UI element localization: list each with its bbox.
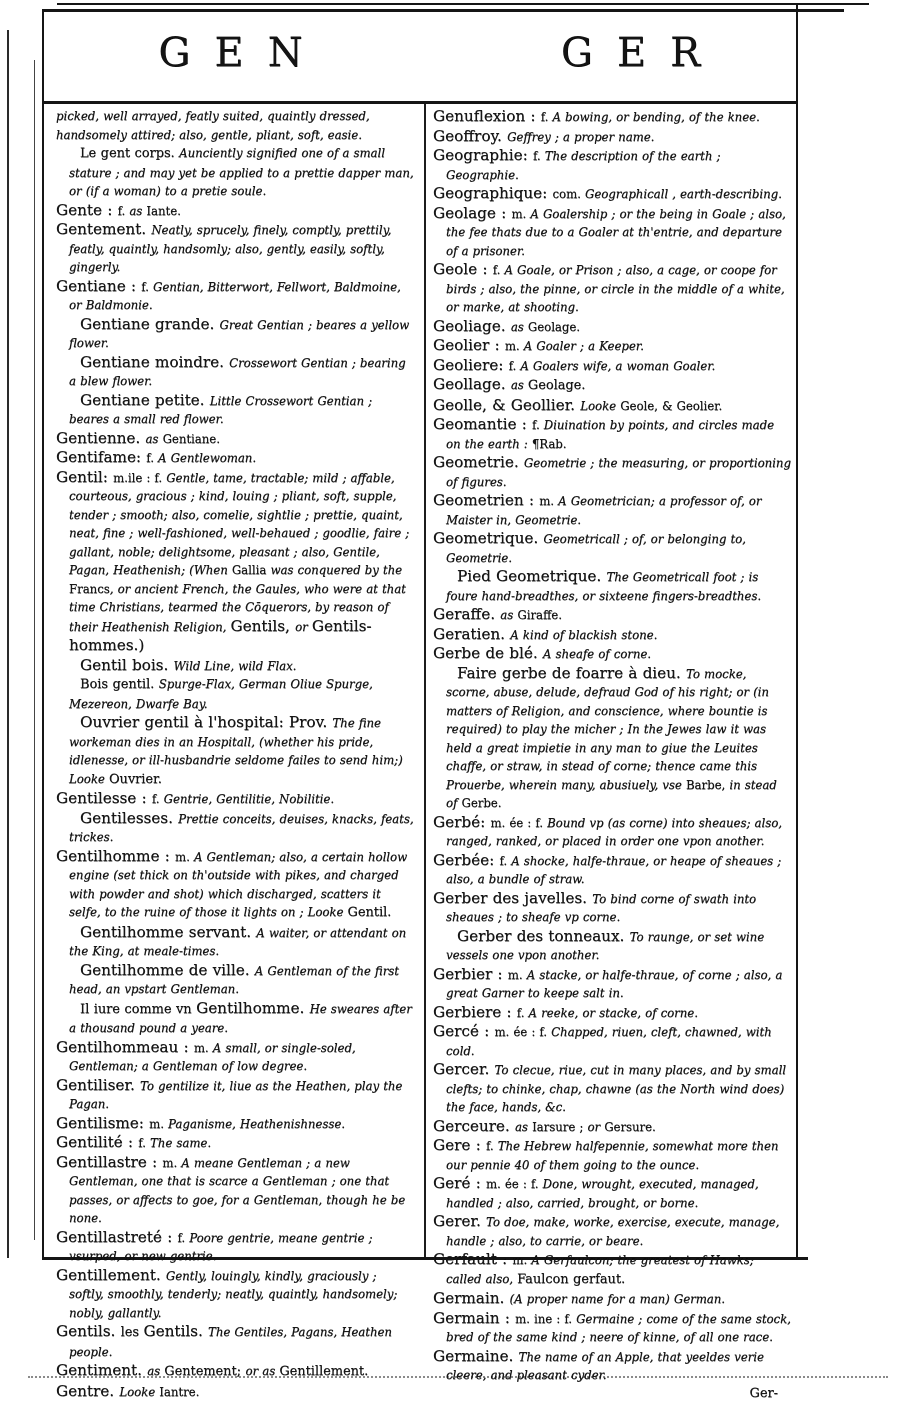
dictionary-entry [433,813,792,851]
entry-segment-it: A meane Gentleman ; a new Gentleman, one that is scarce a Gentleman ; one that passes, or affects to goe, for a Gentleman, though he be none. [69,1156,405,1226]
dictionary-entry [433,851,792,889]
entry-segment-hd: Germain. [433,1289,510,1307]
dictionary-entry [433,1136,792,1174]
dictionary-entry [56,448,415,468]
entry-segment-it: A sheafe of corne. [543,647,651,661]
dictionary-entry [56,220,415,277]
entry-segment-hd: Gercé : [433,1022,494,1040]
entry-segment-hd: Gentiane petite. [80,391,210,409]
dictionary-entry [56,315,415,353]
dictionary-entry [56,789,415,809]
entry-segment-it: Wild Line, wild Flax. [174,659,297,673]
entry-segment-hd: Gentilhommeau : [56,1038,194,1056]
entry-segment-hd: Geographie: [433,146,533,164]
entry-segment-rm: m. ée : f. [494,1025,551,1039]
entry-segment-it: Gentrie, Gentilitie, Nobilitie. [164,792,334,806]
dictionary-entry [433,491,792,529]
entry-segment-hd: Gentiliser. [56,1076,140,1094]
entry-segment-rm: m. [512,1253,531,1267]
dictionary-entry [433,605,792,625]
entry-segment-it: Great Gentian ; beares a yellow flower. [69,318,409,351]
entry-segment-it: Looke [580,399,620,413]
entry-segment-hd: Geolage : [433,204,511,222]
entry-segment-hd: Gerer. [433,1212,486,1230]
entry-segment-rm: m. [508,968,527,982]
dictionary-entry [56,391,415,429]
entry-segment-hd: Gentilesse : [56,789,152,807]
entry-segment-hd: Geometrien : [433,491,539,509]
dictionary-entry [433,204,792,261]
entry-segment-it: The name of an Apple, that yeeldes verie cleere, and pleasant cyder. [446,1350,764,1383]
dictionary-entry [56,201,415,221]
entry-segment-hd: Gentre. [56,1382,119,1400]
dictionary-entry [433,146,792,184]
entry-segment-rm: f. [146,451,158,465]
entry-segment-rm: Barbe, [686,778,729,792]
frame-border-left-outer [34,60,35,1240]
entry-segment-hd: Gere : [433,1136,486,1154]
entry-segment-hd: Geré : [433,1174,486,1192]
entry-segment-it: A stacke, or halfe-thraue, of corne ; also, a great Garner to keepe salt in. [446,968,782,1001]
entry-segment-it: as [515,1120,532,1134]
entry-segment-it: Geometrie ; the measuring, or proportioning of figures. [446,456,791,489]
top-rule-outer [57,3,869,5]
entry-segment-it: A waiter, or attendant on the King, at meale-times. [69,926,406,959]
entry-segment-it: Aunciently signified one of a small stature ; and may yet be applied to a prettie dapper man, or (if a woman) to a pretie soule. [69,146,414,198]
dictionary-entry [56,277,415,315]
entry-segment-hd: Gerbier : [433,965,508,983]
dictionary-entry [433,1212,792,1250]
entry-segment-it: A small, or single-soled, Gentleman; a Gentleman of low degree. [69,1041,356,1074]
dictionary-entry [433,889,792,927]
dictionary-entry [433,1347,792,1385]
entry-segment-it: A Gentleman of the first head, an vpstart Gentleman. [69,964,399,997]
entry-segment-it: A Goale, or Prison ; also, a cage, or coope for birds ; also, the pinne, or circle in the middle of a white, or marke, at shooting. [446,263,785,314]
dictionary-entry [433,415,792,453]
entry-segment-hd: Geolier : [433,336,505,354]
entry-segment-it: or [587,1120,604,1134]
entry-segment-it: , or ancient French, the Gaules, who were at that time Christians, tearmed the Cōquerors, by reason of their Heathenish Religion, [69,582,406,634]
frame-border-right [796,4,798,1260]
entry-segment-it: To mocke, scorne, abuse, delude, defraud God of his right; or (in matters of Religion, and conscience, where bountie is required) to play the micher ; In the Jewes law it was held a great impietie in any man to giue the Leuites chaffe, or straw, in stead of corne; thence came this Prouerbe, wherein many, abusiuely, vse [446,667,769,792]
entry-segment-it: Chapped, riuen, cleft, chawned, with cold. [446,1025,772,1058]
entry-segment-hd: Gerbe de blé. [433,644,543,662]
dictionary-entry [56,1153,415,1228]
entry-segment-hd: Gentillastreté : [56,1228,177,1246]
entry-segment-it: He sweares after a thousand pound a yeare. [69,1002,412,1036]
dictionary-entry [56,144,415,201]
entry-segment-it: Crossewort Gentian ; bearing a blew flower. [69,356,406,389]
entry-segment-rm: f. [141,280,153,294]
column-gen [42,106,424,1256]
entry-segment-it: or as [246,1364,280,1378]
catchword [433,1385,792,1403]
entry-segment-hd: Gentilhomme servant. [80,923,256,941]
entry-segment-it: as [129,204,146,218]
entry-segment-it: Neatly, sprucely, finely, comptly, prettily, featly, quaintly, handsomly; also, gently, easily, softly, gingerly. [69,223,391,274]
entry-segment-hd: Gentilhomme de ville. [80,961,255,979]
entry-segment-it: Bound vp (as corne) into sheaues; also, ranged, ranked, or placed in order one vpon another. [446,816,782,849]
entry-segment-hd: Gentillement. [56,1266,166,1284]
entry-segment-it: A Gentleman; also, a certain hollow engine (set thick on th'outside with pikes, and charged with powder and shot) which discharged, scatters it selfe, to the ruine of those it lights on ; Looke [69,850,407,920]
entry-segment-hd: Gentilhomme : [56,847,175,865]
entry-segment-rm: m. [194,1041,213,1055]
entry-segment-hd: Gentilisme: [56,1114,149,1132]
entry-segment-rm: Iante. [146,204,180,218]
entry-segment-it: was conquered by the [266,563,402,577]
entry-segment-it: in stead of [446,778,777,811]
entry-segment-it: Done, wrought, executed, managed, handled ; also, carried, brought, or borne. [446,1177,759,1210]
entry-segment-rm: m. [505,339,524,353]
dictionary-entry [433,260,792,317]
entry-segment-hd: Geratien. [433,625,510,643]
entry-segment-rm: Iantre. [159,1385,199,1399]
entry-segment-hd: Gentils-hommes.) [69,617,372,655]
entry-segment-it: as [500,608,517,622]
dictionary-entry [433,664,792,813]
entry-segment-it: as [511,378,528,392]
entry-segment-hd: Gentifame: [56,448,146,466]
dictionary-entry [56,923,415,961]
entry-segment-it: The Hebrew halfepennie, somewhat more then our pennie 40 of them going to the ounce. [446,1139,778,1172]
entry-segment-it: Paganisme, Heathenishnesse. [168,1117,345,1131]
dictionary-entry [433,1309,792,1347]
dictionary-entry [433,529,792,567]
entry-segment-it: A reeke, or stacke, of corne. [529,1006,698,1020]
entry-segment-it: A Gerfaulcon; the greatest of Hawks; called also, [446,1253,754,1286]
entry-segment-rm: f. [177,1231,189,1245]
entry-segment-rm: Gallia [232,563,267,577]
entry-segment-rm: m. ée : f. [486,1177,543,1191]
entry-segment-hd: Gentil bois. [80,656,174,674]
entry-segment-it: A Geometrician; a professor of, or Maister in, Geometrie. [446,494,761,527]
entry-segment-rm: Geolage. [528,320,580,334]
dictionary-entry [433,317,792,337]
entry-segment-it: A Goalership ; or the being in Goale ; also, the fee thats due to a Goaler at th'entrie, and departure of a prisoner. [446,207,786,258]
entry-segment-it: Poore gentrie, meane gentrie ; vsurped, or new gentrie. [69,1231,372,1264]
entry-segment-rm: f. [138,1136,150,1150]
entry-segment-md: Le gent corps. [80,146,179,161]
dictionary-entry [56,468,415,656]
running-head-gen: GEN [42,8,419,101]
column-ger [424,106,796,1256]
entry-segment-hd: Geoffroy. [433,127,507,145]
dictionary-columns [42,106,796,1256]
entry-segment-it: To clecue, riue, cut in many places, and by small clefts; to chinke, chap, chawne (as the North wind does) the face, hands, &c. [446,1063,786,1114]
entry-segment-hd: Gentiane moindre. [80,353,229,371]
dictionary-entry [433,336,792,356]
entry-segment-hd: Geraffe. [433,605,500,623]
entry-segment-hd: Pied Geometrique. [457,567,606,585]
entry-segment-rm: m. ine : f. [515,1312,576,1326]
dictionary-entry [433,453,792,491]
dictionary-entry [433,1060,792,1117]
entry-segment-it: Gentle, tame, tractable; mild ; affable, courteous, gracious ; kind, louing ; pliant, soft, supple, tender ; smooth; also, comelie, sightlie ; prettie, quaint, neat, fine ; well-fashioned, well-behaued ; goodlie, faire ; gallant, noble; delightsome, pleasant ; also, Gentile, Pagan, Heathenish; (When [69,471,409,578]
dictionary-entry [56,429,415,449]
dictionary-entry [56,961,415,999]
dictionary-entry [56,847,415,923]
entry-segment-hd: Gentiane grande. [80,315,220,333]
entry-segment-hd: Geomantie : [433,415,532,433]
entry-segment-rm: Francs [69,582,110,596]
entry-segment-hd: Gerbiere : [433,1003,517,1021]
entry-segment-rm: f. [486,1139,498,1153]
dictionary-entry [433,965,792,1003]
entry-segment-md: Ouvrier. [109,772,162,787]
entry-segment-it: Little Crossewort Gentian ; beares a small red flower. [69,394,372,427]
entry-segment-rm: m. [511,207,530,221]
entry-segment-hd: Gerceure. [433,1117,515,1135]
entry-segment-it: as [147,1364,164,1378]
entry-segment-rm: Iarsure ; [532,1120,587,1134]
dictionary-entry [56,1114,415,1134]
dictionary-entry [56,656,415,676]
dictionary-entry [56,1361,415,1382]
entry-segment-it: Gently, louingly, kindly, graciously ; softly, smoothly, tenderly; neatly, quaintly, handsomely; nobly, gallantly. [69,1269,397,1320]
entry-segment-it: Spurge-Flax, German Oliue Spurge, Mezereon, Dwarfe Bay. [69,677,373,711]
running-heads [42,8,796,101]
entry-segment-hd: Gentillastre : [56,1153,162,1171]
entry-segment-rm: Gerbe. [461,796,501,810]
entry-segment-md: Geolage. [528,378,585,393]
entry-segment-hd: Germain : [433,1309,515,1327]
entry-segment-rm: m. [175,850,194,864]
entry-segment-it: A Goaler ; a Keeper. [524,339,644,353]
entry-segment-it: The fine workeman dies in an Hospitall, (whether his pride, idlenesse, or ill-husbandrie seldome failes to send him;) Looke [69,716,403,786]
entry-segment-rm: m. [162,1156,181,1170]
entry-segment-it: Geometricall ; of, or belonging to, Geometrie. [446,532,746,565]
entry-segment-hd: Gerber des javelles. [433,889,592,907]
page-gutter-edge [7,30,9,1258]
dictionary-entry [433,1174,792,1212]
entry-segment-hd: Gerfault : [433,1250,512,1268]
dictionary-entry [56,1038,415,1076]
dictionary-entry [433,396,792,416]
entry-segment-hd: Genuflexion : [433,107,541,125]
dictionary-entry [56,1228,415,1266]
entry-segment-hd: Gentement. [56,220,151,238]
entry-segment-hd: Faire gerbe de foarre à dieu. [457,664,686,682]
dictionary-entry [56,1076,415,1114]
entry-segment-md: Il iure comme vn [80,1002,196,1017]
entry-segment-hd: Gentilesses. [80,809,178,827]
entry-segment-hd: Gerbé: [433,813,490,831]
entry-segment-rm: ¶Rab. [532,437,567,451]
entry-segment-md: les [121,1325,144,1340]
entry-segment-hd: Gentiment. [56,1361,147,1379]
dictionary-entry [433,625,792,645]
entry-segment-it: To gentilize it, liue as the Heathen, play the Pagan. [69,1079,402,1112]
entry-segment-rm: f. [532,418,544,432]
entry-segment-hd: Geole : [433,260,493,278]
running-head-ger: GER [419,8,796,101]
dictionary-entry [56,1322,415,1361]
entry-segment-hd: Geoliage. [433,317,511,335]
entry-segment-rm: f. [493,263,505,277]
entry-segment-it: To raunge, or set wine vessels one vpon another. [446,930,764,963]
entry-segment-rm: Gersure. [604,1120,656,1134]
entry-segment-md: Gentil. [348,905,392,920]
running-head-rule [42,101,798,104]
entry-segment-rm: f. [509,359,521,373]
entry-segment-hd: Gentiane : [56,277,141,295]
entry-segment-hd: Ouvrier gentil à l'hospital: Prov. [80,713,332,731]
entry-segment-rm: Gentiane. [163,432,220,446]
entry-segment-md: Faulcon gerfaut. [517,1272,625,1287]
entry-segment-rm: f. [517,1006,529,1020]
entry-segment-rm: f. [541,110,553,124]
dictionary-entry [56,713,415,789]
entry-segment-hd: Gentils, [231,617,296,635]
entry-segment-hd: Geographique: [433,184,553,202]
entry-segment-it: as [511,320,528,334]
entry-segment-rm: f. [152,792,164,806]
entry-segment-hd: Gente : [56,201,118,219]
entry-segment-hd: Gerber des tonneaux. [457,927,630,945]
entry-segment-it: Prettie conceits, deuises, knacks, feats, trickes. [69,812,414,845]
entry-segment-rm: m. ée : f. [490,816,547,830]
entry-segment-it: The description of the earth ; Geographie. [446,149,720,182]
entry-segment-it: or [295,620,312,634]
entry-segment-it: Gentian, Bitterwort, Fellwort, Baldmoine, or Baldmonie. [69,280,401,313]
dictionary-entry [56,999,415,1038]
dictionary-entry [56,107,415,144]
dictionary-entry [433,1289,792,1309]
dictionary-entry [433,1022,792,1060]
entry-segment-it: as [145,432,162,446]
dictionary-entry [433,644,792,664]
entry-segment-hd: Geometrie. [433,453,524,471]
entry-segment-md: Ger- [750,1386,778,1401]
entry-segment-rm: com. [553,187,586,201]
dictionary-entry [56,1382,415,1402]
entry-segment-it: Diuination by points, and circles made on the earth : [446,418,774,451]
entry-segment-hd: Geoliere: [433,356,509,374]
entry-segment-rm: m.ile : f. [113,471,166,485]
entry-segment-md: Bois gentil. [80,677,159,692]
dictionary-entry [433,184,792,204]
dictionary-entry [56,809,415,847]
dictionary-entry [433,1003,792,1023]
entry-segment-it: picked, well arrayed, featly suited, quaintly dressed, handsomely attired; also, gentle, pliant, soft, easie. [56,109,370,142]
entry-segment-it: Looke [119,1385,159,1399]
entry-segment-hd: Gercer. [433,1060,495,1078]
entry-segment-rm: m. [149,1117,168,1131]
dictionary-entry [433,1117,792,1137]
entry-segment-rm: m. [539,494,558,508]
entry-segment-md: Gentement; [164,1364,245,1379]
entry-segment-it: A shocke, halfe-thraue, or heape of sheaues ; also, a bundle of straw. [446,854,781,887]
dictionary-entry [433,927,792,965]
entry-segment-it: The Gentiles, Pagans, Heathen people. [69,1325,392,1359]
entry-segment-hd: Gentils. [56,1322,121,1340]
entry-segment-it: Geographicall , earth-describing. [585,187,782,201]
dictionary-entry [433,107,792,127]
entry-segment-rm: Giraffe. [517,608,562,622]
entry-segment-hd: Gentil: [56,468,113,486]
entry-segment-it: Geffrey ; a proper name. [507,130,654,144]
entry-segment-hd: Gentienne. [56,429,145,447]
entry-segment-it: A Gentlewoman. [158,451,256,465]
dictionary-entry [56,1133,415,1153]
dictionary-entry [56,353,415,391]
entry-segment-hd: Gentils. [143,1322,208,1340]
dictionary-entry [433,127,792,147]
entry-segment-hd: Gentilhomme. [196,999,310,1017]
entry-segment-rm: f. [118,204,130,218]
entry-segment-it: (A proper name for a man) German. [510,1292,725,1306]
entry-segment-it: A bowing, or bending, of the knee. [552,110,759,124]
entry-segment-rm: f. [499,854,511,868]
entry-segment-hd: Geolle, & Geollier. [433,396,580,414]
entry-segment-it: The same. [150,1136,211,1150]
dictionary-entry [56,1266,415,1323]
entry-segment-hd: Gentilité : [56,1133,138,1151]
dictionary-entry [433,567,792,605]
entry-segment-hd: Geometrique. [433,529,543,547]
entry-segment-it: To bind corne of swath into sheaues ; to sheafe vp corne. [446,892,756,925]
dictionary-entry [56,675,415,713]
entry-segment-hd: Germaine. [433,1347,519,1365]
entry-segment-it: A kind of blackish stone. [510,628,657,642]
entry-segment-it: The Geometricall foot ; is foure hand-breadthes, or sixteene fingers-breadthes. [446,570,761,603]
entry-segment-md: Gentillement. [279,1364,368,1379]
dictionary-entry [433,1250,792,1289]
entry-segment-hd: Gerbée: [433,851,499,869]
dictionary-entry [433,356,792,376]
entry-segment-it: A Goalers wife, a woman Goaler. [520,359,715,373]
entry-segment-it: To doe, make, worke, exercise, execute, manage, handle ; also, to carrie, or beare. [446,1215,779,1248]
dictionary-entry [433,375,792,396]
entry-segment-it: Germaine ; come of the same stock, bred of the same kind ; neere of kinne, of all one race. [446,1312,791,1345]
entry-segment-hd: Geollage. [433,375,511,393]
entry-segment-rm: f. [533,149,545,163]
entry-segment-rm: Geole, & Geolier. [620,399,722,413]
